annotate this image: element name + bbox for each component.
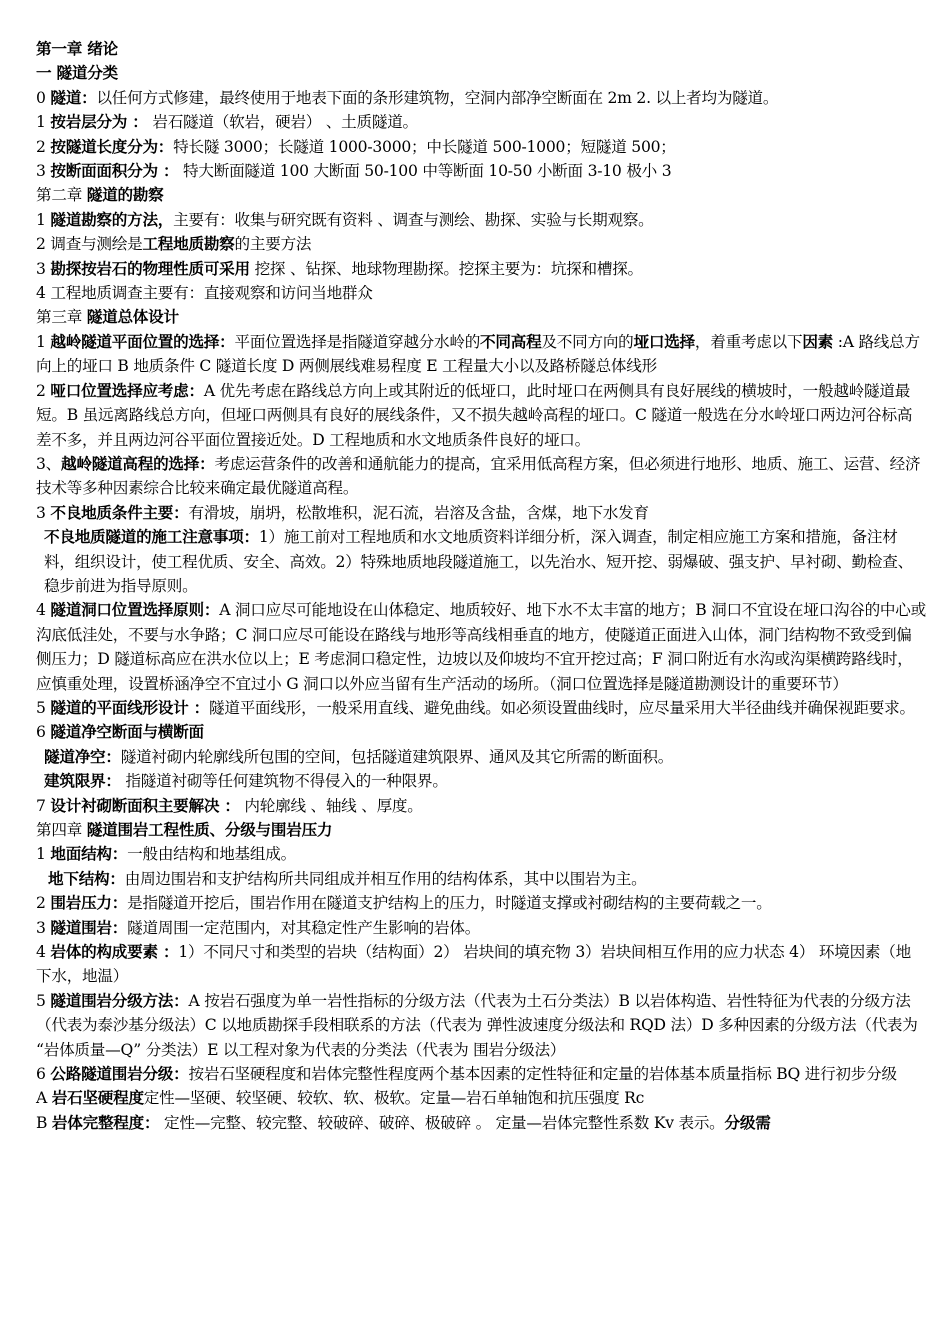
bold-term: 隧道净空断面与横断面 bbox=[50, 722, 204, 742]
document-body bbox=[36, 37, 926, 1135]
paragraph bbox=[36, 110, 926, 134]
text-run: 由周边围岩和支护结构所共同组成并相互作用的结构体系，其中以围岩为主。 bbox=[124, 869, 647, 888]
paragraph bbox=[36, 891, 926, 915]
paragraph bbox=[36, 61, 926, 85]
text-run: 6 bbox=[36, 1065, 51, 1084]
text-run: 1）施工前对工程地质和水文地质资料详细分析，深入调查，制定相应施工方案和措施，备注材料，组织设计，使工程优质、安全、高效。2）特殊地质地段隧道施工，以先治水、短开挖、弱爆破、强支护、早衬砌、勤检查、稳步前进为指导原则。 bbox=[44, 528, 913, 595]
text-run: 平面位置选择是指隧道穿越分水岭的 bbox=[234, 332, 481, 351]
text-run: 7 bbox=[36, 796, 51, 815]
text-run: 1 bbox=[36, 113, 51, 132]
paragraph bbox=[36, 208, 926, 232]
bold-term: 隧道洞口位置选择原则： bbox=[50, 600, 220, 620]
bold-term: 越岭隧道平面位置的选择： bbox=[50, 331, 235, 351]
text-run: 有滑坡，崩坍，松散堆积，泥石流，岩溶及含盐，含煤，地下水发育 bbox=[188, 503, 649, 522]
paragraph bbox=[36, 452, 926, 501]
text-run: 第二章 bbox=[36, 186, 87, 205]
paragraph bbox=[36, 769, 926, 793]
text-run: A 优先考虑在路线总方向上或其附近的低垭口，此时垭口在两侧具有良好展线的横坡时，一般越岭隧道最短。B 虽远离路线总方向，但垭口两侧具有良好的展线条件，又不损失越岭高程的垭口。C 隧道一般选在分水岭垭口两边河谷标高差不多，并且两边河谷平面位置接近处。D 工程地质和水文地质条件良好的垭口。 bbox=[36, 381, 913, 449]
bold-term: 不同高程 bbox=[480, 331, 542, 351]
bold-term: 按断面面积分为 ： bbox=[50, 161, 179, 181]
text-run: 3 bbox=[36, 162, 51, 181]
text-run: 隧道衬砌内轮廓线所包围的空间，包括隧道建筑限界、通风及其它所需的断面积。 bbox=[120, 747, 674, 766]
text-run: 特大断面隧道 100 大断面 50-100 中等断面 10-50 小断面 3-10 极小 3 bbox=[178, 162, 672, 181]
text-run: 2 bbox=[36, 381, 51, 400]
paragraph bbox=[36, 1086, 926, 1110]
text-run: 2 bbox=[36, 894, 51, 913]
bold-term: 地面结构： bbox=[50, 844, 128, 864]
bold-term: 工程地质勘察 bbox=[142, 234, 235, 254]
text-run: 6 bbox=[36, 723, 51, 742]
bold-term: 隧道的勘察 bbox=[86, 185, 164, 205]
text-run: 主要有：收集与研究既有资料 、调查与测绘、勘探、实验与长期观察。 bbox=[173, 210, 654, 229]
paragraph bbox=[36, 818, 926, 842]
bold-term: 因素 bbox=[802, 331, 834, 351]
bold-term: 岩体的构成要素 ： bbox=[50, 942, 179, 962]
text-run: 隧道平面线形，一般采用直线、避免曲线。如必须设置曲线时，应尽量采用大半径曲线并确保视距要求。 bbox=[209, 698, 915, 717]
text-run: 第三章 bbox=[36, 308, 87, 327]
paragraph bbox=[36, 281, 926, 305]
bold-term: 隧道围岩工程性质、分级与围岩压力 bbox=[86, 820, 333, 839]
text-run: 定性—坚硬、较坚硬、较软、软、极软。定量—岩石单轴饱和抗压强度 Rc bbox=[143, 1089, 645, 1108]
text-run: 4 bbox=[36, 943, 51, 962]
paragraph bbox=[36, 305, 926, 329]
paragraph bbox=[36, 794, 926, 818]
paragraph bbox=[36, 745, 926, 769]
text-run: A bbox=[36, 1089, 52, 1108]
bold-term: 隧道勘察的方法， bbox=[50, 209, 174, 229]
bold-term: 哑口位置选择应考虑： bbox=[50, 380, 204, 400]
text-run: 0 bbox=[36, 88, 51, 107]
paragraph bbox=[36, 916, 926, 940]
text-run: 5 bbox=[36, 991, 51, 1010]
bold-term: 岩体完整程度： bbox=[51, 1112, 160, 1132]
bold-term: 公路隧道围岩分级： bbox=[50, 1064, 189, 1084]
text-run: 隧道周围一定范围内，对其稳定性产生影响的岩体。 bbox=[127, 918, 481, 937]
text-run: 按岩石坚硬程度和岩体完整性程度两个基本因素的定性特征和定量的岩体基本质量指标 BQ 进行初步分级 bbox=[188, 1065, 897, 1084]
bold-term: 隧道围岩分级方法： bbox=[50, 990, 189, 1010]
paragraph bbox=[36, 379, 926, 452]
text-run: :A 路线总方向上的垭口 B 地质条件 C 隧道长度 D 两侧展线难易程度 E 工程量大小以及路桥隧总体线形 bbox=[36, 332, 920, 376]
paragraph bbox=[36, 183, 926, 207]
paragraph bbox=[36, 135, 926, 159]
text-run: 3 bbox=[36, 918, 51, 937]
text-run: 以任何方式修建，最终使用于地表下面的条形建筑物，空洞内部净空断面在 2m 2. 以上者均为隧道。 bbox=[96, 88, 779, 107]
text-run: B bbox=[36, 1113, 52, 1132]
paragraph bbox=[36, 159, 926, 183]
bold-term: 一 隧道分类 bbox=[36, 63, 118, 83]
bold-term: 岩石坚硬程度 bbox=[51, 1088, 144, 1108]
bold-term: 围岩压力： bbox=[50, 893, 128, 913]
paragraph bbox=[36, 989, 926, 1062]
text-run: 4 工程地质调查主要有：直接观察和访问当地群众 bbox=[36, 284, 373, 303]
bold-term: 勘探按岩石的物理性质可采用 bbox=[50, 258, 250, 278]
text-run: 1 bbox=[36, 332, 51, 351]
bold-term: 设计衬砌断面积主要解决 ： bbox=[50, 795, 240, 815]
paragraph bbox=[36, 696, 926, 720]
bold-term: 隧道的平面线形设计 ： bbox=[50, 697, 210, 717]
paragraph bbox=[36, 330, 926, 379]
bold-term: 越岭隧道高程的选择： bbox=[61, 453, 215, 473]
text-run: 1 bbox=[36, 845, 51, 864]
text-run: 挖探 、钻探、地球物理勘探。挖探主要为：坑探和槽探。 bbox=[249, 259, 643, 278]
text-run: 5 bbox=[36, 698, 51, 717]
bold-term: 不良地质隧道的施工注意事项： bbox=[44, 527, 259, 547]
text-run: 1）不同尺寸和类型的岩块（结构面）2） 岩块间的填充物 3）岩块间相互作用的应力状态 4） 环境因素（地下水，地温） bbox=[36, 943, 911, 986]
text-run: 的主要方法 bbox=[234, 235, 312, 254]
bold-term: 按岩层分为 ： bbox=[50, 112, 148, 132]
paragraph bbox=[36, 867, 926, 891]
text-run: 3 bbox=[36, 259, 51, 278]
paragraph bbox=[36, 525, 926, 598]
text-run: 指隧道衬砌等任何建筑物不得侵入的一种限界。 bbox=[120, 772, 448, 791]
paragraph bbox=[36, 501, 926, 525]
text-run: 3、 bbox=[36, 454, 62, 473]
paragraph bbox=[36, 86, 926, 110]
bold-term: 建筑限界： bbox=[44, 771, 121, 791]
bold-term: 按隧道长度分为： bbox=[50, 136, 174, 156]
text-run: A 洞口应尽可能地设在山体稳定、地质较好、地下水不太丰富的地方；B 洞口不宜设在垭口沟谷的中心或沟底低洼处，不要与水争路；C 洞口应尽可能设在路线与地形等高线相垂直的地方，使隧道正面进入山体，洞门结构物不致受到偏侧压力；D 隧道标高应在洪水位以上；E 考虑洞口稳定性，边坡以及仰坡均不宜开挖过高；F 洞口附近有水沟或沟渠横跨路线时，应慎重处理，设置桥涵净空不宜过小 G 洞口以外应当留有生产活动的场所。（洞口位置选择是隧道勘测设计的重要环节） bbox=[36, 601, 926, 693]
paragraph bbox=[36, 37, 926, 61]
text-run: 考虑运营条件的改善和通航能力的提高，宜采用低高程方案，但必须进行地形、地质、施工、运营、经济技术等多种因素综合比较来确定最优隧道高程。 bbox=[36, 454, 921, 498]
bold-term: 不良地质条件主要： bbox=[50, 502, 189, 522]
bold-term: 第一章 绪论 bbox=[36, 39, 118, 58]
text-run: 2 调查与测绘是 bbox=[36, 235, 143, 254]
text-run: ，着重考虑以下 bbox=[694, 332, 803, 351]
paragraph bbox=[36, 1111, 926, 1135]
paragraph bbox=[36, 1062, 926, 1086]
text-run: 2 bbox=[36, 137, 51, 156]
text-run: 特长隧 3000；长隧道 1000-3000；中长隧道 500-1000；短隧道 500； bbox=[173, 137, 676, 156]
text-run: 定性—完整、较完整、较破碎、破碎、极破碎 。 定量—岩体完整性系数 Kv 表示。 bbox=[159, 1113, 725, 1132]
bold-term: 分级需 bbox=[724, 1112, 771, 1132]
text-run: 一般由结构和地基组成。 bbox=[127, 845, 296, 864]
bold-term: 隧道净空： bbox=[44, 746, 121, 766]
text-run: 第四章 bbox=[36, 821, 87, 839]
text-run: 4 bbox=[36, 601, 51, 620]
text-run: 及不同方向的 bbox=[541, 332, 634, 351]
bold-term: 隧道： bbox=[50, 87, 97, 107]
text-run: 岩石隧道（软岩，硬岩） 、土质隧道。 bbox=[147, 113, 418, 132]
text-run: 1 bbox=[36, 210, 51, 229]
paragraph bbox=[36, 598, 926, 696]
paragraph bbox=[36, 232, 926, 256]
paragraph bbox=[36, 940, 926, 989]
bold-term: 地下结构： bbox=[48, 868, 125, 888]
text-run: 3 bbox=[36, 503, 51, 522]
text-run: A 按岩石强度为单一岩性指标的分级方法（代表为土石分类法）B 以岩体构造、岩性特征为代表的分级方法（代表为泰沙基分级法）C 以地质勘探手段相联系的方法（代表为 弹性波速度分级法和 RQD 法）D 多种因素的分级方法（代表为 “岩体质量—Q” 分类法）E 以工程对象为代表的分类法（代表为 围岩分级法） bbox=[36, 991, 918, 1059]
paragraph bbox=[36, 720, 926, 744]
bold-term: 垭口选择 bbox=[633, 331, 695, 351]
paragraph bbox=[36, 257, 926, 281]
text-run: 内轮廓线 、轴线 、厚度。 bbox=[239, 796, 423, 815]
text-run: 是指隧道开挖后，围岩作用在隧道支护结构上的压力，时隧道支撑或衬砌结构的主要荷载之一。 bbox=[127, 894, 772, 913]
bold-term: 隧道围岩： bbox=[50, 917, 128, 937]
paragraph bbox=[36, 842, 926, 866]
bold-term: 隧道总体设计 bbox=[86, 307, 179, 327]
